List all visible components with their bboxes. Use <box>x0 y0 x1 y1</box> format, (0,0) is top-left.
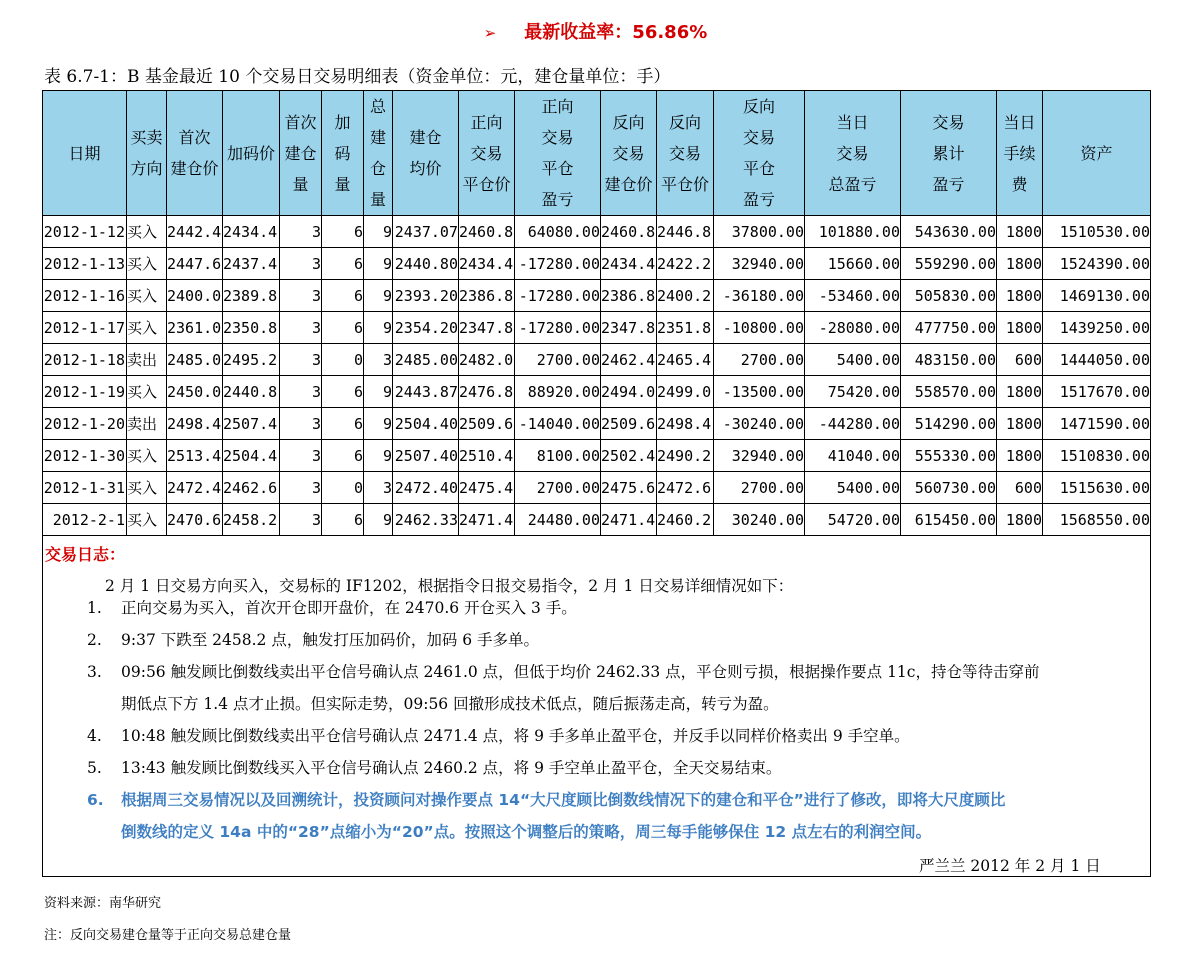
arrow-bullet-icon: ➢ <box>483 24 497 42</box>
source-note: 资料来源：南华研究 <box>44 896 162 911</box>
table-cell: 6 <box>322 248 364 280</box>
table-row <box>43 216 1151 248</box>
table-row <box>43 472 1151 504</box>
table-cell: 2513.4 <box>167 440 223 472</box>
table-cell: 2507.40 <box>393 440 459 472</box>
table-cell: 3 <box>280 216 322 248</box>
table-cell: 3 <box>280 280 322 312</box>
column-header-line: 平仓 <box>742 159 775 178</box>
column-header-line: 均价 <box>409 159 442 178</box>
table-cell: 615450.00 <box>901 504 997 536</box>
table-cell: 2700.00 <box>714 344 805 376</box>
log-item-text <box>121 592 1147 624</box>
table-cell: 2460.8 <box>459 216 515 248</box>
column-header <box>805 91 901 216</box>
table-cell: 2012-1-12 <box>43 216 127 248</box>
log-row <box>43 536 1151 877</box>
log-item-number: 5. <box>87 759 102 777</box>
column-header-line: 资产 <box>1080 143 1113 163</box>
log-item-text <box>121 656 1147 720</box>
table-cell: 2462.4 <box>601 344 657 376</box>
table-cell: -36180.00 <box>714 280 805 312</box>
table-cell: 2475.6 <box>601 472 657 504</box>
table-cell: 买入 <box>127 312 167 344</box>
table-cell: 2443.87 <box>393 376 459 408</box>
table-cell: 3 <box>280 472 322 504</box>
table-cell: 2462.6 <box>223 472 280 504</box>
trade-log-intro: 2 月 1 日交易方向买入，交易标的 IF1202，根据指令日报交易指令，2 月 1 日交易详细情况如下： <box>105 577 794 595</box>
column-header <box>901 91 997 216</box>
column-header-line: 反向 <box>612 112 645 132</box>
table-cell: 2437.4 <box>223 248 280 280</box>
table-cell: 2012-1-19 <box>43 376 127 408</box>
table-cell: 1510830.00 <box>1043 440 1151 472</box>
table-cell: 1800 <box>997 216 1043 248</box>
table-cell: 2440.8 <box>223 376 280 408</box>
table-cell: 1517670.00 <box>1043 376 1151 408</box>
table-cell: 2482.0 <box>459 344 515 376</box>
column-header-line: 费 <box>1011 174 1028 194</box>
column-header <box>997 91 1043 216</box>
column-header <box>601 91 657 216</box>
table-row <box>43 248 1151 280</box>
table-cell: 2700.00 <box>515 344 601 376</box>
table-cell: 2450.0 <box>167 376 223 408</box>
log-item-line: 正向交易为买入，首次开仓即开盘价，在 2470.6 开仓买入 3 手。 <box>121 599 577 617</box>
table-cell: -17280.00 <box>515 248 601 280</box>
table-cell: 559290.00 <box>901 248 997 280</box>
table-cell: -44280.00 <box>805 408 901 440</box>
column-header <box>127 91 167 216</box>
table-cell: 32940.00 <box>714 440 805 472</box>
column-header <box>459 91 515 216</box>
table-cell: 3 <box>280 376 322 408</box>
table-cell: 2509.6 <box>601 408 657 440</box>
table-row <box>43 344 1151 376</box>
table-row <box>43 504 1151 536</box>
table-cell: 2012-1-30 <box>43 440 127 472</box>
log-item-text <box>121 752 1147 784</box>
table-cell: 2504.40 <box>393 408 459 440</box>
column-header-line: 建 <box>369 128 386 147</box>
log-item-line: 9:37 下跌至 2458.2 点，触发打压加码价，加码 6 手多单。 <box>121 631 540 649</box>
table-cell: 2502.4 <box>601 440 657 472</box>
column-header-line: 交易 <box>470 143 503 163</box>
table-cell: 1800 <box>997 440 1043 472</box>
column-header-line: 加 <box>334 112 351 132</box>
table-cell: 2494.0 <box>601 376 657 408</box>
table-cell: 558570.00 <box>901 376 997 408</box>
column-header-line: 建仓 <box>409 128 442 147</box>
column-header-line: 量 <box>369 190 386 209</box>
headline-text: 最新收益率：56.86% <box>524 22 708 43</box>
table-cell: 8100.00 <box>515 440 601 472</box>
table-cell: 2434.4 <box>459 248 515 280</box>
table-cell: 2422.2 <box>657 248 714 280</box>
table-cell: 2475.4 <box>459 472 515 504</box>
column-header-line: 首次 <box>178 128 211 147</box>
table-cell: 2509.6 <box>459 408 515 440</box>
table-cell: 6 <box>322 440 364 472</box>
table-cell: 2350.8 <box>223 312 280 344</box>
table-cell: 9 <box>364 248 393 280</box>
table-cell: 1524390.00 <box>1043 248 1151 280</box>
table-cell: 9 <box>364 312 393 344</box>
column-header-line: 正向 <box>470 112 503 132</box>
table-cell: -28080.00 <box>805 312 901 344</box>
table-cell: 2440.80 <box>393 248 459 280</box>
table-cell: 3 <box>364 472 393 504</box>
table-cell: 2393.20 <box>393 280 459 312</box>
table-cell: 2510.4 <box>459 440 515 472</box>
table-row <box>43 312 1151 344</box>
table-cell: 514290.00 <box>901 408 997 440</box>
table-cell: 2400.0 <box>167 280 223 312</box>
table-cell: 483150.00 <box>901 344 997 376</box>
log-item-number: 4. <box>87 727 102 745</box>
table-cell: 0 <box>322 344 364 376</box>
table-cell: 1471590.00 <box>1043 408 1151 440</box>
column-header <box>43 91 127 216</box>
column-header-line: 平仓价 <box>660 174 709 194</box>
log-list-item <box>87 656 1147 720</box>
column-header <box>322 91 364 216</box>
table-cell: 3 <box>280 312 322 344</box>
table-cell: 37800.00 <box>714 216 805 248</box>
table-cell: 2386.8 <box>459 280 515 312</box>
log-item-line: 根据周三交易情况以及回溯统计，投资顾问对操作要点 14“大尺度顾比倒数线情况下的建仓和平仓”进行了修改，即将大尺度顾比 <box>121 791 1006 809</box>
table-cell: 买入 <box>127 216 167 248</box>
table-cell: 505830.00 <box>901 280 997 312</box>
table-cell: 6 <box>322 312 364 344</box>
table-header-row <box>43 91 1151 216</box>
column-header-line: 盈亏 <box>932 174 965 194</box>
column-header-line: 交易 <box>932 112 965 132</box>
table-cell: 2485.00 <box>393 344 459 376</box>
table-cell: 卖出 <box>127 408 167 440</box>
table-cell: 3 <box>364 344 393 376</box>
table-cell: 3 <box>280 344 322 376</box>
trade-log-title: 交易日志： <box>45 545 126 564</box>
column-header <box>167 91 223 216</box>
table-cell: 买入 <box>127 280 167 312</box>
log-item-number: 3. <box>87 663 102 681</box>
table-cell: 6 <box>322 376 364 408</box>
table-cell: 2012-1-31 <box>43 472 127 504</box>
table-cell: 2495.2 <box>223 344 280 376</box>
table-cell: 0 <box>322 472 364 504</box>
table-cell: 2347.8 <box>601 312 657 344</box>
table-cell: 41040.00 <box>805 440 901 472</box>
log-list-item <box>87 752 1147 784</box>
table-cell: 6 <box>322 280 364 312</box>
table-cell: 5400.00 <box>805 472 901 504</box>
table-cell: 1800 <box>997 280 1043 312</box>
table-cell: 2400.2 <box>657 280 714 312</box>
table-cell: 1800 <box>997 312 1043 344</box>
table-cell: 9 <box>364 440 393 472</box>
table-cell: -13500.00 <box>714 376 805 408</box>
table-cell: 32940.00 <box>714 248 805 280</box>
column-header <box>223 91 280 216</box>
column-header <box>714 91 805 216</box>
column-header-line: 码 <box>334 143 351 163</box>
column-header-line: 当日 <box>836 112 869 132</box>
column-header-line: 总 <box>369 97 386 116</box>
column-header <box>364 91 393 216</box>
trade-detail-table <box>42 90 1151 877</box>
table-cell: 543630.00 <box>901 216 997 248</box>
table-cell: 3 <box>280 504 322 536</box>
table-cell: 15660.00 <box>805 248 901 280</box>
table-cell: 1510530.00 <box>1043 216 1151 248</box>
column-header <box>515 91 601 216</box>
table-cell: 54720.00 <box>805 504 901 536</box>
column-header-line: 交易 <box>836 143 869 163</box>
table-cell: 1439250.00 <box>1043 312 1151 344</box>
table-cell: 2351.8 <box>657 312 714 344</box>
table-cell: 2471.4 <box>601 504 657 536</box>
table-cell: 买入 <box>127 440 167 472</box>
column-header-line: 盈亏 <box>742 190 775 209</box>
table-cell: 1444050.00 <box>1043 344 1151 376</box>
column-header <box>393 91 459 216</box>
table-cell: 1568550.00 <box>1043 504 1151 536</box>
column-header-line: 建仓价 <box>170 159 219 178</box>
table-cell: 2700.00 <box>515 472 601 504</box>
table-cell: 560730.00 <box>901 472 997 504</box>
log-item-line: 09:56 触发顾比倒数线卖出平仓信号确认点 2461.0 点，但低于均价 2462.33 点，平仓则亏损，根据操作要点 11c，持仓等待击穿前 <box>121 663 1040 681</box>
table-cell: 2460.8 <box>601 216 657 248</box>
table-cell: 买入 <box>127 472 167 504</box>
table-cell: 9 <box>364 376 393 408</box>
table-cell: 卖出 <box>127 344 167 376</box>
table-cell: 2012-1-13 <box>43 248 127 280</box>
log-item-text <box>121 784 1147 848</box>
column-header-line: 量 <box>334 174 351 194</box>
table-cell: 2012-1-20 <box>43 408 127 440</box>
log-item-text <box>121 624 1147 656</box>
table-cell: 1800 <box>997 408 1043 440</box>
column-header-line: 当日 <box>1003 112 1036 132</box>
log-item-line: 10:48 触发顾比倒数线卖出平仓信号确认点 2471.4 点，将 9 手多单止盈平仓，并反手以同样价格卖出 9 手空单。 <box>121 727 910 745</box>
column-header <box>1043 91 1151 216</box>
table-cell: 2012-2-1 <box>43 504 127 536</box>
table-cell: -53460.00 <box>805 280 901 312</box>
table-cell: 3 <box>280 408 322 440</box>
column-header-line: 平仓 <box>541 159 574 178</box>
table-cell: 30240.00 <box>714 504 805 536</box>
column-header-line: 手续 <box>1003 143 1036 163</box>
table-cell: 1800 <box>997 376 1043 408</box>
table-cell: 101880.00 <box>805 216 901 248</box>
column-header-line: 买卖 <box>130 128 163 147</box>
log-item-line: 13:43 触发顾比倒数线买入平仓信号确认点 2460.2 点，将 9 手空单止盈平仓，全天交易结束。 <box>121 759 782 777</box>
table-cell: 2012-1-17 <box>43 312 127 344</box>
table-cell: 2472.40 <box>393 472 459 504</box>
table-cell: 2462.33 <box>393 504 459 536</box>
log-item-number: 1. <box>87 599 102 617</box>
log-item-text <box>121 720 1147 752</box>
table-cell: 买入 <box>127 248 167 280</box>
column-header-line: 盈亏 <box>541 190 574 209</box>
column-header <box>657 91 714 216</box>
column-header-line: 加码价 <box>226 143 275 163</box>
table-cell: 555330.00 <box>901 440 997 472</box>
table-cell: 2354.20 <box>393 312 459 344</box>
table-cell: 2437.07 <box>393 216 459 248</box>
table-row <box>43 408 1151 440</box>
column-header-line: 交易 <box>742 128 775 147</box>
table-cell: 2434.4 <box>601 248 657 280</box>
table-cell: 2012-1-16 <box>43 280 127 312</box>
log-list-item <box>87 624 1147 656</box>
table-cell: 2476.8 <box>459 376 515 408</box>
table-cell: 2504.4 <box>223 440 280 472</box>
table-cell: -17280.00 <box>515 312 601 344</box>
log-list-item <box>87 592 1147 624</box>
column-header-line: 累计 <box>932 143 965 163</box>
column-header-line: 交易 <box>668 143 701 163</box>
column-header-line: 首次 <box>284 112 317 132</box>
footnote: 注：反向交易建仓量等于正向交易总建仓量 <box>44 928 292 943</box>
table-cell: 6 <box>322 216 364 248</box>
table-cell: 24480.00 <box>515 504 601 536</box>
column-header-line: 方向 <box>130 159 163 178</box>
table-cell: 2460.2 <box>657 504 714 536</box>
table-cell: 2361.0 <box>167 312 223 344</box>
table-cell: 2472.6 <box>657 472 714 504</box>
table-row <box>43 280 1151 312</box>
table-caption: 表 6.7-1：B 基金最近 10 个交易日交易明细表（资金单位：元，建仓量单位：手） <box>44 67 671 87</box>
table-cell: 1469130.00 <box>1043 280 1151 312</box>
table-cell: 2498.4 <box>657 408 714 440</box>
headline <box>0 18 1191 44</box>
column-header-line: 反向 <box>668 112 701 132</box>
table-cell: 2012-1-18 <box>43 344 127 376</box>
table-cell: 5400.00 <box>805 344 901 376</box>
log-list-item <box>87 720 1147 752</box>
table-cell: -14040.00 <box>515 408 601 440</box>
table-cell: 2347.8 <box>459 312 515 344</box>
table-cell: 2465.4 <box>657 344 714 376</box>
table-row <box>43 376 1151 408</box>
table-cell: 2446.8 <box>657 216 714 248</box>
log-item-line: 期低点下方 1.4 点才止损。但实际走势，09:56 回撤形成技术低点，随后振荡走高，转亏为盈。 <box>121 695 779 713</box>
table-cell: 2447.6 <box>167 248 223 280</box>
table-cell: 2485.0 <box>167 344 223 376</box>
table-cell: 2442.4 <box>167 216 223 248</box>
table-cell: 1800 <box>997 248 1043 280</box>
log-signature: 严兰兰 2012 年 2 月 1 日 <box>919 857 1101 875</box>
column-header-line: 仓 <box>369 159 386 178</box>
column-header-line: 交易 <box>612 143 645 163</box>
table-cell: 9 <box>364 408 393 440</box>
table-cell: 2434.4 <box>223 216 280 248</box>
column-header-line: 总盈亏 <box>828 174 877 194</box>
table-cell: 2470.6 <box>167 504 223 536</box>
column-header-line: 日期 <box>68 143 101 163</box>
table-cell: 2458.2 <box>223 504 280 536</box>
log-list-item <box>87 784 1147 848</box>
column-header-line: 交易 <box>541 128 574 147</box>
table-cell: 477750.00 <box>901 312 997 344</box>
table-cell: 600 <box>997 344 1043 376</box>
table-cell: 600 <box>997 472 1043 504</box>
column-header-line: 反向 <box>742 97 775 116</box>
table-cell: 6 <box>322 504 364 536</box>
table-cell: -30240.00 <box>714 408 805 440</box>
log-item-line: 倒数线的定义 14a 中的“28”点缩小为“20”点。按照这个调整后的策略，周三每手能够保住 12 点左右的利润空间。 <box>121 823 932 841</box>
table-cell: 2490.2 <box>657 440 714 472</box>
column-header-line: 量 <box>292 174 309 194</box>
log-item-number: 6. <box>87 791 104 809</box>
table-cell: 3 <box>280 440 322 472</box>
table-cell: -10800.00 <box>714 312 805 344</box>
table-cell: 75420.00 <box>805 376 901 408</box>
table-cell: 2499.0 <box>657 376 714 408</box>
table-cell: 9 <box>364 504 393 536</box>
column-header-line: 平仓价 <box>462 174 511 194</box>
table-cell: 2471.4 <box>459 504 515 536</box>
table-cell: 2507.4 <box>223 408 280 440</box>
table-cell: 9 <box>364 280 393 312</box>
table-cell: 买入 <box>127 504 167 536</box>
table-cell: 6 <box>322 408 364 440</box>
column-header-line: 建仓 <box>284 143 317 163</box>
table-cell: 9 <box>364 216 393 248</box>
trade-log-cell <box>43 536 1151 877</box>
column-header <box>280 91 322 216</box>
column-header-line: 建仓价 <box>604 174 653 194</box>
table-row <box>43 440 1151 472</box>
table-cell: 买入 <box>127 376 167 408</box>
table-cell: 2472.4 <box>167 472 223 504</box>
column-header-line: 正向 <box>541 97 574 116</box>
table-cell: 2389.8 <box>223 280 280 312</box>
table-cell: 2386.8 <box>601 280 657 312</box>
table-cell: 1515630.00 <box>1043 472 1151 504</box>
log-item-number: 2. <box>87 631 102 649</box>
table-cell: 3 <box>280 248 322 280</box>
table-cell: 2498.4 <box>167 408 223 440</box>
table-cell: 64080.00 <box>515 216 601 248</box>
table-cell: 2700.00 <box>714 472 805 504</box>
table-cell: 1800 <box>997 504 1043 536</box>
table-cell: -17280.00 <box>515 280 601 312</box>
table-cell: 88920.00 <box>515 376 601 408</box>
